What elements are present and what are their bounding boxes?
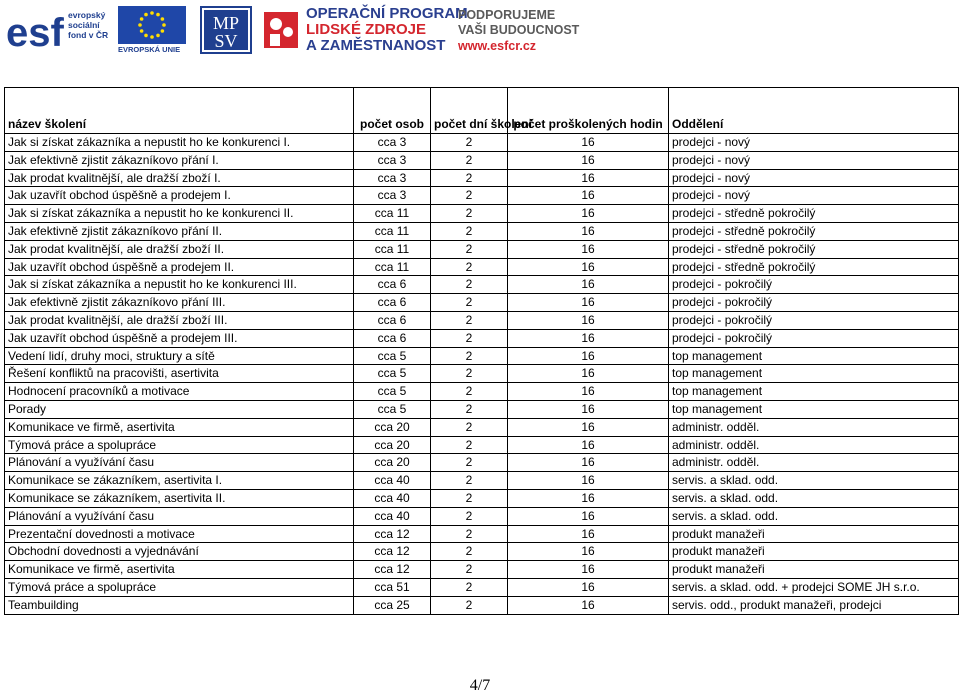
cell-days: 2 bbox=[431, 240, 508, 258]
header-days: počet dní školení bbox=[431, 88, 508, 134]
header-name: název školení bbox=[5, 88, 354, 134]
table-row bbox=[5, 276, 959, 294]
svg-text:SV: SV bbox=[214, 31, 238, 51]
cell-name: Komunikace ve firmě, asertivita bbox=[5, 561, 354, 579]
cell-name: Vedení lidí, druhy moci, struktury a sítě bbox=[5, 347, 354, 365]
cell-days: 2 bbox=[431, 329, 508, 347]
cell-hours: 16 bbox=[508, 240, 669, 258]
cell-persons: cca 20 bbox=[354, 418, 431, 436]
support-text-line: VAŠI BUDOUCNOST bbox=[458, 23, 580, 37]
cell-persons: cca 5 bbox=[354, 347, 431, 365]
cell-persons: cca 12 bbox=[354, 561, 431, 579]
eu-star-icon bbox=[144, 13, 148, 17]
cell-department: prodejci - pokročilý bbox=[669, 276, 959, 294]
table-row bbox=[5, 489, 959, 507]
cell-hours: 16 bbox=[508, 329, 669, 347]
table-row bbox=[5, 329, 959, 347]
cell-department: prodejci - pokročilý bbox=[669, 294, 959, 312]
cell-persons: cca 3 bbox=[354, 187, 431, 205]
cell-name: Jak uzavřít obchod úspěšně a prodejem II. bbox=[5, 258, 354, 276]
cell-name: Komunikace se zákazníkem, asertivita II. bbox=[5, 489, 354, 507]
cell-hours: 16 bbox=[508, 276, 669, 294]
cell-days: 2 bbox=[431, 222, 508, 240]
cell-department: prodejci - středně pokročilý bbox=[669, 205, 959, 223]
table-row bbox=[5, 169, 959, 187]
cell-department: prodejci - nový bbox=[669, 134, 959, 152]
page-number: 4/7 bbox=[469, 677, 491, 694]
cell-department: servis. a sklad. odd. bbox=[669, 507, 959, 525]
cell-persons: cca 11 bbox=[354, 222, 431, 240]
table-row bbox=[5, 596, 959, 614]
support-url: www.esfcr.cz bbox=[458, 39, 537, 53]
cell-days: 2 bbox=[431, 276, 508, 294]
cell-persons: cca 5 bbox=[354, 383, 431, 401]
cell-hours: 16 bbox=[508, 525, 669, 543]
cell-name: Plánování a využívání času bbox=[5, 454, 354, 472]
eu-logo bbox=[118, 6, 186, 54]
table-row bbox=[5, 472, 959, 490]
cell-name: Jak efektivně zjistit zákazníkovo přání I. bbox=[5, 151, 354, 169]
cell-name: Týmová práce a spolupráce bbox=[5, 436, 354, 454]
cell-hours: 16 bbox=[508, 294, 669, 312]
cell-days: 2 bbox=[431, 205, 508, 223]
cell-department: servis. odd., produkt manažeři, prodejci bbox=[669, 596, 959, 614]
table-row bbox=[5, 365, 959, 383]
cell-days: 2 bbox=[431, 151, 508, 169]
cell-persons: cca 12 bbox=[354, 525, 431, 543]
table-body bbox=[5, 134, 959, 615]
cell-department: servis. a sklad. odd. + prodejci SOME JH s.r.o. bbox=[669, 578, 959, 596]
cell-name: Jak si získat zákazníka a nepustit ho ke konkurenci I. bbox=[5, 134, 354, 152]
cell-name: Komunikace se zákazníkem, asertivita I. bbox=[5, 472, 354, 490]
cell-hours: 16 bbox=[508, 507, 669, 525]
cell-department: servis. a sklad. odd. bbox=[669, 489, 959, 507]
cell-persons: cca 40 bbox=[354, 472, 431, 490]
cell-department: prodejci - nový bbox=[669, 187, 959, 205]
cell-days: 2 bbox=[431, 507, 508, 525]
cell-persons: cca 6 bbox=[354, 294, 431, 312]
cell-persons: cca 3 bbox=[354, 169, 431, 187]
cell-name: Týmová práce a spolupráce bbox=[5, 578, 354, 596]
table-row bbox=[5, 578, 959, 596]
table-row bbox=[5, 258, 959, 276]
cell-department: prodejci - pokročilý bbox=[669, 311, 959, 329]
cell-name: Komunikace ve firmě, asertivita bbox=[5, 418, 354, 436]
cell-persons: cca 3 bbox=[354, 134, 431, 152]
cell-persons: cca 5 bbox=[354, 400, 431, 418]
cell-days: 2 bbox=[431, 258, 508, 276]
op-lzz-mark-icon bbox=[262, 10, 300, 50]
esf-text-line: evropský bbox=[68, 10, 106, 20]
cell-hours: 16 bbox=[508, 311, 669, 329]
table-row bbox=[5, 151, 959, 169]
esf-logo-mark bbox=[6, 8, 64, 55]
cell-days: 2 bbox=[431, 169, 508, 187]
esf-logo bbox=[6, 6, 114, 54]
table-row bbox=[5, 134, 959, 152]
op-lzz-text bbox=[306, 6, 468, 54]
cell-department: top management bbox=[669, 365, 959, 383]
cell-name: Porady bbox=[5, 400, 354, 418]
cell-days: 2 bbox=[431, 365, 508, 383]
cell-department: prodejci - nový bbox=[669, 169, 959, 187]
table-row bbox=[5, 525, 959, 543]
cell-days: 2 bbox=[431, 525, 508, 543]
cell-name: Plánování a využívání času bbox=[5, 507, 354, 525]
cell-hours: 16 bbox=[508, 187, 669, 205]
table-row bbox=[5, 311, 959, 329]
cell-persons: cca 6 bbox=[354, 311, 431, 329]
cell-persons: cca 40 bbox=[354, 507, 431, 525]
cell-days: 2 bbox=[431, 596, 508, 614]
op-lzz-logo bbox=[262, 4, 468, 56]
logo-banner bbox=[0, 0, 960, 58]
cell-days: 2 bbox=[431, 578, 508, 596]
header-persons: počet osob bbox=[354, 88, 431, 134]
cell-persons: cca 6 bbox=[354, 276, 431, 294]
table-row bbox=[5, 240, 959, 258]
table-header-row bbox=[5, 88, 959, 134]
cell-hours: 16 bbox=[508, 489, 669, 507]
eu-star-icon bbox=[161, 17, 165, 21]
cell-hours: 16 bbox=[508, 436, 669, 454]
table-row bbox=[5, 187, 959, 205]
cell-name: Řešení konfliktů na pracovišti, asertivita bbox=[5, 365, 354, 383]
cell-days: 2 bbox=[431, 311, 508, 329]
mpsv-logo bbox=[200, 6, 252, 54]
cell-department: produkt manažeři bbox=[669, 561, 959, 579]
cell-department: prodejci - středně pokročilý bbox=[669, 222, 959, 240]
eu-star-icon bbox=[161, 29, 165, 33]
cell-department: prodejci - pokročilý bbox=[669, 329, 959, 347]
table-row bbox=[5, 418, 959, 436]
cell-hours: 16 bbox=[508, 578, 669, 596]
cell-days: 2 bbox=[431, 347, 508, 365]
cell-name: Jak efektivně zjistit zákazníkovo přání II. bbox=[5, 222, 354, 240]
cell-days: 2 bbox=[431, 134, 508, 152]
cell-hours: 16 bbox=[508, 543, 669, 561]
cell-name: Obchodní dovednosti a vyjednávání bbox=[5, 543, 354, 561]
cell-department: prodejci - středně pokročilý bbox=[669, 240, 959, 258]
cell-hours: 16 bbox=[508, 596, 669, 614]
cell-hours: 16 bbox=[508, 365, 669, 383]
cell-department: produkt manažeři bbox=[669, 525, 959, 543]
cell-name: Jak prodat kvalitnější, ale dražší zboží I. bbox=[5, 169, 354, 187]
cell-persons: cca 11 bbox=[354, 258, 431, 276]
eu-star-icon bbox=[140, 29, 144, 33]
cell-name: Teambuilding bbox=[5, 596, 354, 614]
cell-persons: cca 25 bbox=[354, 596, 431, 614]
table-row bbox=[5, 507, 959, 525]
op-text-line: A ZAMĚSTNANOST bbox=[306, 37, 446, 54]
table-row bbox=[5, 222, 959, 240]
table-row bbox=[5, 383, 959, 401]
cell-hours: 16 bbox=[508, 472, 669, 490]
cell-hours: 16 bbox=[508, 561, 669, 579]
cell-name: Jak efektivně zjistit zákazníkovo přání III. bbox=[5, 294, 354, 312]
eu-label: EVROPSKÁ UNIE bbox=[118, 45, 181, 54]
eu-star-icon bbox=[156, 13, 160, 17]
cell-name: Jak prodat kvalitnější, ale dražší zboží III. bbox=[5, 311, 354, 329]
cell-days: 2 bbox=[431, 383, 508, 401]
cell-hours: 16 bbox=[508, 134, 669, 152]
svg-text:MP: MP bbox=[212, 13, 240, 33]
eu-flag-icon bbox=[118, 6, 186, 44]
eu-star-icon bbox=[156, 34, 160, 38]
cell-name: Jak uzavřít obchod úspěšně a prodejem III. bbox=[5, 329, 354, 347]
cell-days: 2 bbox=[431, 454, 508, 472]
eu-star-icon bbox=[150, 35, 154, 39]
cell-department: prodejci - středně pokročilý bbox=[669, 258, 959, 276]
cell-department: top management bbox=[669, 347, 959, 365]
cell-hours: 16 bbox=[508, 347, 669, 365]
table-row bbox=[5, 543, 959, 561]
table-row bbox=[5, 294, 959, 312]
cell-days: 2 bbox=[431, 187, 508, 205]
eu-star-icon bbox=[144, 34, 148, 38]
cell-hours: 16 bbox=[508, 222, 669, 240]
table-row bbox=[5, 454, 959, 472]
eu-star-icon bbox=[138, 23, 142, 27]
cell-days: 2 bbox=[431, 418, 508, 436]
table-row bbox=[5, 561, 959, 579]
header-hours: počet proškolených hodin bbox=[508, 88, 669, 134]
cell-persons: cca 20 bbox=[354, 436, 431, 454]
cell-department: servis. a sklad. odd. bbox=[669, 472, 959, 490]
cell-hours: 16 bbox=[508, 418, 669, 436]
op-text-line: LIDSKÉ ZDROJE bbox=[306, 21, 427, 38]
cell-hours: 16 bbox=[508, 383, 669, 401]
cell-name: Hodnocení pracovníků a motivace bbox=[5, 383, 354, 401]
cell-days: 2 bbox=[431, 294, 508, 312]
op-text-line: OPERAČNÍ PROGRAM bbox=[306, 5, 468, 22]
cell-department: administr. odděl. bbox=[669, 454, 959, 472]
eu-star-icon bbox=[162, 23, 166, 27]
table-row bbox=[5, 205, 959, 223]
cell-persons: cca 5 bbox=[354, 365, 431, 383]
cell-days: 2 bbox=[431, 561, 508, 579]
cell-department: administr. odděl. bbox=[669, 418, 959, 436]
cell-hours: 16 bbox=[508, 258, 669, 276]
cell-days: 2 bbox=[431, 543, 508, 561]
cell-persons: cca 11 bbox=[354, 205, 431, 223]
cell-persons: cca 20 bbox=[354, 454, 431, 472]
eu-star-icon bbox=[140, 17, 144, 21]
cell-hours: 16 bbox=[508, 169, 669, 187]
cell-days: 2 bbox=[431, 436, 508, 454]
cell-persons: cca 6 bbox=[354, 329, 431, 347]
cell-department: administr. odděl. bbox=[669, 436, 959, 454]
table-row bbox=[5, 347, 959, 365]
training-table bbox=[4, 87, 959, 615]
cell-department: top management bbox=[669, 400, 959, 418]
cell-days: 2 bbox=[431, 472, 508, 490]
support-text bbox=[458, 8, 579, 38]
cell-persons: cca 12 bbox=[354, 543, 431, 561]
eu-star-icon bbox=[150, 11, 154, 15]
cell-hours: 16 bbox=[508, 400, 669, 418]
cell-days: 2 bbox=[431, 400, 508, 418]
esf-text-line: fond v ČR bbox=[68, 30, 109, 40]
cell-persons: cca 11 bbox=[354, 240, 431, 258]
cell-department: produkt manažeři bbox=[669, 543, 959, 561]
cell-persons: cca 40 bbox=[354, 489, 431, 507]
cell-name: Jak si získat zákazníka a nepustit ho ke konkurenci III. bbox=[5, 276, 354, 294]
cell-name: Jak si získat zákazníka a nepustit ho ke konkurenci II. bbox=[5, 205, 354, 223]
cell-hours: 16 bbox=[508, 205, 669, 223]
cell-department: top management bbox=[669, 383, 959, 401]
table-row bbox=[5, 436, 959, 454]
cell-department: prodejci - nový bbox=[669, 151, 959, 169]
support-slogan bbox=[458, 6, 598, 54]
cell-name: Jak uzavřít obchod úspěšně a prodejem I. bbox=[5, 187, 354, 205]
cell-days: 2 bbox=[431, 489, 508, 507]
cell-hours: 16 bbox=[508, 454, 669, 472]
table-row bbox=[5, 400, 959, 418]
mpsv-logo-icon bbox=[200, 6, 252, 54]
cell-persons: cca 3 bbox=[354, 151, 431, 169]
svg-text:esf: esf bbox=[6, 11, 64, 55]
esf-text-line: sociální bbox=[68, 20, 100, 30]
cell-persons: cca 51 bbox=[354, 578, 431, 596]
esf-text bbox=[68, 10, 108, 40]
cell-hours: 16 bbox=[508, 151, 669, 169]
cell-name: Jak prodat kvalitnější, ale dražší zboží II. bbox=[5, 240, 354, 258]
support-text-line: PODPORUJEME bbox=[458, 8, 556, 22]
cell-name: Prezentační dovednosti a motivace bbox=[5, 525, 354, 543]
header-department: Oddělení bbox=[669, 88, 959, 134]
